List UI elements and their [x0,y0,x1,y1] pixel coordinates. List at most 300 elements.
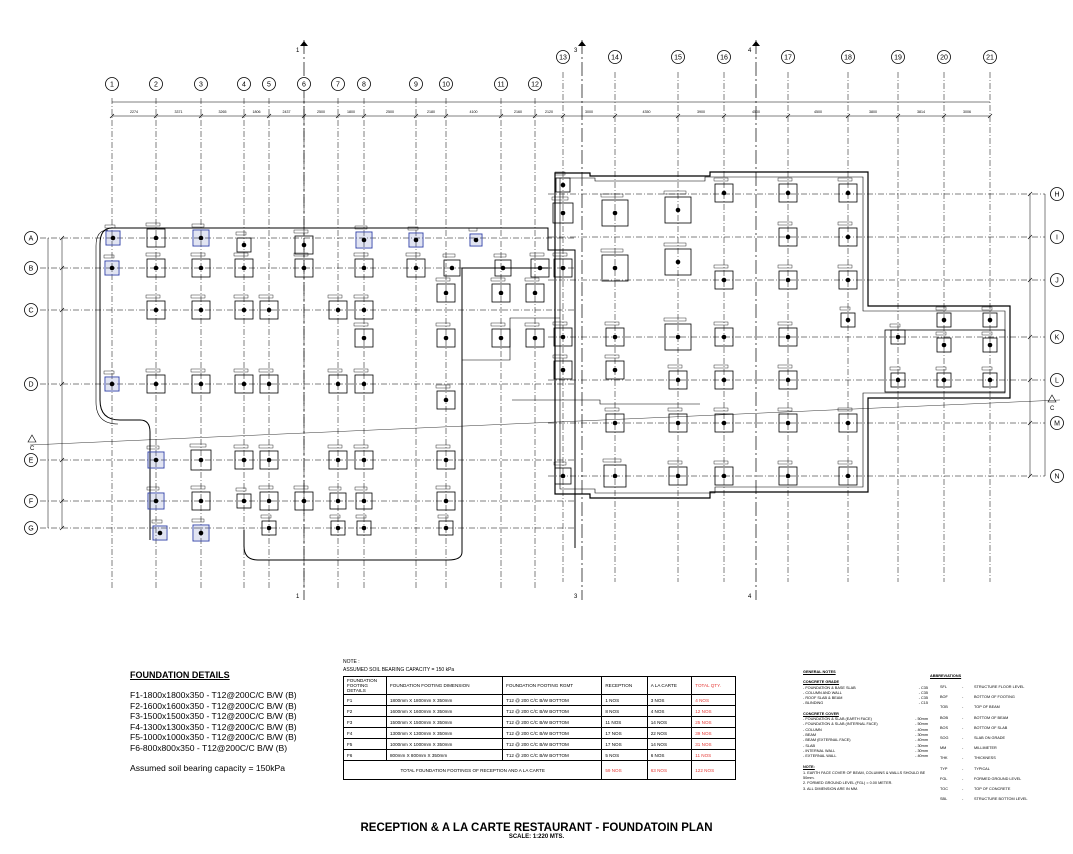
footing-tag [601,194,623,197]
abbr-value: TOP OF CONCRETE [974,787,1011,792]
soil-capacity-note: Assumed soil bearing capacity = 150kPa [130,763,286,773]
footing-tag [778,408,792,411]
footing-tag [438,515,448,518]
grid-bubble-label: E [28,457,34,465]
grid-bubble-label: 8 [362,81,366,89]
column-mark [942,318,947,323]
column-mark [786,335,791,340]
column-mark [362,458,367,463]
grid-bubble-label: F [28,498,34,506]
footing-tag [190,444,206,447]
column-mark [111,236,116,241]
column-mark [302,243,307,248]
grid-bubble-label: 13 [559,54,567,62]
note-item: 1. EARTH FACE COVER OF BEAM, COLUMNS & WALLS SHOULD BE 50mm. [803,770,926,781]
footing-tag [328,445,342,448]
footing-tag [294,253,308,256]
table-header-row [344,677,736,695]
column-mark [561,183,566,188]
footing-tag [191,486,205,489]
note-text: ASSUMED SOIL BEARING CAPACITY = 150 kPa [343,667,455,673]
column-mark [154,499,159,504]
dimension-value: 2120 [545,110,553,114]
grid-bubble-label: 19 [894,54,902,62]
grid-bubble-label: 6 [302,81,306,89]
footing-tag [234,445,248,448]
header-rgmt: FOUNDATION FOOTING RGMT [503,677,602,695]
table-row [344,750,736,761]
cell-reception: 1 NOS [602,695,647,706]
grid-bubble-label: 7 [336,81,340,89]
footing-tag [294,486,308,489]
footing-tag [714,408,728,411]
abbr-value: SLAB ON GRADE [974,736,1006,741]
cell-total: 12 NOS [692,706,736,717]
footing-tag [234,253,248,256]
cover-item: - BEAM (EXTERNAL FACE) [803,738,851,743]
column-mark [786,421,791,426]
column-mark [613,266,618,271]
grid-bubble-label: 12 [531,81,539,89]
column-mark [722,191,727,196]
grid-lines [28,40,1060,600]
footing-tag [192,224,204,227]
footing-tag [778,222,792,225]
section-mark-label: 3 [574,48,578,54]
abbr-value: MILLIMETER [974,746,997,751]
cell-rgmt: T12 @ 200 C/C B/W BOTTOM [503,728,602,739]
footing-tag [436,323,450,326]
grid-bubble-label: 15 [674,54,682,62]
column-mark [846,474,851,479]
cover-item: - FOUNDATION & SLAB (INTERNAL FACE) [803,722,878,727]
cover-item: - EXTERNAL WALL [803,754,837,759]
grid-bubble-label: M [1054,420,1060,428]
grid-bubble-label: L [1055,377,1059,385]
column-mark [444,336,449,341]
column-mark [336,382,341,387]
foundation-detail-f2: F2-1600x1600x350 - T12@200C/C B/W (B) [130,700,297,711]
abbr-key: FGL [940,776,948,781]
footing-tag [192,519,204,522]
cell-rgmt: T12 @ 200 C/C B/W BOTTOM [503,739,602,750]
column-mark [242,266,247,271]
abbr-key: TYP [940,766,948,771]
header-total: TOTAL QTY. [692,677,736,695]
cell-reception: 17 NOS [602,739,647,750]
grid-bubble-label: 21 [986,54,994,62]
footing-tag [436,486,450,489]
footing-tag [443,254,455,257]
column-mark [533,291,538,296]
total-qty: 122 NOS [692,761,736,780]
cell-rgmt: T12 @ 200 C/C B/W BOTTOM [503,695,602,706]
column-mark [786,235,791,240]
cell-type: F5 [344,739,387,750]
grid-bubble-label: 20 [940,54,948,62]
column-mark [414,238,419,243]
column-mark [786,278,791,283]
abbr-row: SFL - STRUCTURE FLOOR LEVEL [930,682,1050,692]
column-mark [722,378,727,383]
column-mark [846,191,851,196]
cell-type: F3 [344,717,387,728]
cell-alacarte: 14 NOS [647,717,692,728]
grid-bubble-label: D [28,381,34,389]
cell-total: 11 NOS [692,750,736,761]
section-c-arrow [1048,395,1056,402]
footing-tag [436,385,450,388]
column-mark [613,335,618,340]
column-mark [533,336,538,341]
cover-value: - 40mm [915,727,928,732]
section-arrow [578,41,586,46]
column-mark [538,266,543,271]
grid-bubble-label: J [1055,277,1059,285]
footing-schedule-table [343,676,736,780]
column-mark [896,378,901,383]
dimension-value: 3800 [869,110,877,114]
footing-tag [525,323,539,326]
footing-tag [605,355,619,358]
footing-tag [491,278,505,281]
abbr-row: THK - THICKNESS [930,753,1050,763]
column-mark [676,474,681,479]
footing-tag [714,322,728,325]
column-mark [199,382,204,387]
section-c-line [30,400,1060,445]
cover-value: - 30mm [915,732,928,737]
grid-bubble-label: 11 [497,81,505,89]
footing-tag [436,278,450,281]
column-mark [267,499,272,504]
column-mark [846,278,851,283]
footing-tag [104,255,114,258]
grid-bubble-label: A [28,235,34,243]
cell-reception: 11 NOS [602,717,647,728]
footing-tag [714,265,728,268]
table-row [344,728,736,739]
column-mark [414,266,419,271]
footing-tag [191,253,205,256]
abbr-row: TYP - TYPICAL [930,764,1050,774]
cell-total: 4 NOS [692,695,736,706]
column-mark [942,343,947,348]
note-item: 3. ALL DIMENSION ARE IN MM. [803,786,859,791]
footing-tag [259,369,273,372]
dimension-value: 3900 [697,110,705,114]
dimension-value: 2274 [130,110,138,114]
grid-bubble-label: G [28,525,34,533]
foundation-detail-f6: F6-800x800x350 - T12@200C/C B/W (B) [130,742,288,753]
total-alacarte: 63 NOS [647,761,692,780]
foundation-detail-f5: F5-1000x1000x350 - T12@200C/C B/W (B) [130,732,297,742]
footing-tag [936,332,946,335]
grade-item: - BLINDING [803,701,824,706]
section-mark-label: 4 [748,594,752,600]
grid-bubble-label: 17 [784,54,792,62]
column-mark [302,499,307,504]
grid-bubble-label: H [1054,191,1060,199]
grid-bubble-label: K [1054,334,1060,342]
column-mark [110,266,115,271]
cell-total: 39 NOS [692,728,736,739]
column-mark [242,499,247,504]
column-mark [362,308,367,313]
cell-total: 31 NOS [692,739,736,750]
table-row [344,717,736,728]
column-mark [846,421,851,426]
building-outlines [96,172,1010,560]
column-mark [676,260,681,265]
grid-bubble-label: I [1056,234,1058,242]
footing-tag [603,459,621,462]
footing-tag [890,324,900,327]
table-row [344,706,736,717]
footing-tag [328,295,342,298]
grid-bubble-label: 5 [267,81,271,89]
abbr-row: TOB - TOP OF BEAM [930,702,1050,712]
footing-tag [714,178,728,181]
grade-value: - C15 [918,701,928,706]
column-mark [154,266,159,271]
column-mark [199,458,204,463]
column-mark [199,236,204,241]
column-mark [896,335,901,340]
dimension-value: 3814 [917,110,925,114]
section-c-arrow [28,435,36,442]
cell-type: F2 [344,706,387,717]
foundation-detail-f3: F3-1500x1500x350 - T12@200C/C B/W (B) [130,711,297,721]
column-mark [242,458,247,463]
column-mark [362,526,367,531]
cell-alacarte: 6 NOS [647,750,692,761]
footing-tag [236,488,246,491]
cover-item: - SLAB [803,743,816,748]
column-mark [846,235,851,240]
column-mark [242,243,247,248]
dimension-value: 2160 [514,110,522,114]
grade-value: - C35 [918,685,928,690]
abbr-row: TOC - TOP OF CONCRETE [930,784,1050,794]
column-mark [722,474,727,479]
abbreviations-title: ABBREVIATIONS [930,674,962,678]
column-mark [362,238,367,243]
abbr-key: THK [940,756,948,761]
dimension-value: 4100 [469,110,478,114]
column-mark [154,382,159,387]
column-mark [501,266,506,271]
abbr-key: TOB [940,705,948,710]
grid-bubble-label: 2 [154,81,158,89]
column-mark [444,398,449,403]
column-mark [786,191,791,196]
footing-tag [525,278,539,281]
footing-tag [714,461,728,464]
cover-item: - INTERNAL WALL [803,748,836,753]
column-mark [561,335,566,340]
abbr-row: SOG - SLAB ON GRADE [930,733,1050,743]
grid-bubble-label: N [1054,473,1060,481]
footing-tag [530,253,544,256]
footing-tag [234,369,248,372]
abbr-value: STRUCTURE FLOOR LEVEL [974,685,1025,689]
abbr-key: BOS [940,725,949,730]
footing-tag [668,408,682,411]
column-mark [561,211,566,216]
header-reception: RECEPTION [602,677,647,695]
section-mark-label: 4 [748,48,752,54]
table-note [343,658,454,674]
grid-bubble-label: C [28,307,34,315]
footing-tag [778,322,792,325]
abbr-key: BOB [940,715,949,720]
footing-tag [668,365,682,368]
footing-tag [104,371,114,374]
footing-tag [354,253,368,256]
total-label: TOTAL FOUNDATION FOOTINGS OF RECEPTION AND A LA CARTE [344,761,602,780]
footing-tag [982,307,992,310]
cell-reception: 8 NOS [602,706,647,717]
footing-tag [147,487,159,490]
abbreviations [930,670,1050,804]
column-mark [242,308,247,313]
footing-tag [778,365,792,368]
footing-tag [605,408,619,411]
column-mark [267,458,272,463]
foundation-detail-f4: F4-1300x1300x350 - T12@200C/C B/W (B) [130,721,297,732]
footing-tag [936,367,946,370]
column-mark [302,266,307,271]
cell-dimension: 1500mm X 1500mm X 350mm [387,717,503,728]
footing-tag [778,265,792,268]
column-mark [336,308,341,313]
column-mark [474,238,479,243]
column-mark [942,378,947,383]
column-mark [988,318,993,323]
reception-outline [100,228,575,560]
abbr-key: SFL [940,685,947,689]
footing-tag [354,445,368,448]
grade-item: - COLUMN AND WALL [803,690,842,695]
abbr-value: BOTTOM OF SLAB [974,725,1008,730]
column-mark [336,499,341,504]
grid-bubble-label: 18 [844,54,852,62]
cell-reception: 17 NOS [602,728,647,739]
footing-tag [664,191,686,194]
dimension-value: 4350 [642,110,651,114]
footing-tag [778,461,792,464]
cell-alacarte: 22 NOS [647,728,692,739]
dimension-value: 3006 [963,110,971,114]
footing-tag [355,487,367,490]
footing-tag [982,367,992,370]
footing-tag [714,365,728,368]
column-mark [786,378,791,383]
abbr-row: BOF - BOTTOM OF FOOTING [930,692,1050,702]
abbr-row: BOS - BOTTOM OF SLAB [930,723,1050,733]
column-mark [786,474,791,479]
footing-tag [146,295,160,298]
cover-value: - 50mm [915,722,928,727]
foundation-details-title: FOUNDATION DETAILS [130,670,230,680]
column-mark [613,474,618,479]
section-c-label: C [30,446,35,452]
footing-tag [838,265,852,268]
abbr-value: STRUCTURE BOTTOM LEVEL [974,797,1028,802]
header-dimension: FOUNDATION FOOTING DIMENSION [387,677,503,695]
dimension-value: 3371 [174,110,183,114]
abbr-value: TOP OF BEAM [974,705,1000,710]
cell-rgmt: T12 @ 200 C/C B/W BOTTOM [503,717,602,728]
dimension-strings [48,102,1045,530]
footing-tag [982,332,992,335]
abbr-value: THICKNESS [974,756,996,761]
table-row [344,739,736,750]
column-mark [676,208,681,213]
column-mark [110,382,115,387]
total-reception: 59 NOS [602,761,647,780]
abbr-key: SOG [940,736,949,741]
abbr-key: TOC [940,787,948,792]
footing-tag [259,445,273,448]
cover-item: - COLUMN [803,727,822,732]
cell-rgmt: T12 @ 200 C/C B/W BOTTOM [503,706,602,717]
column-mark [846,318,851,323]
abbr-value: TYPICAL [974,766,990,771]
column-mark [722,278,727,283]
footing-tag [778,178,792,181]
footing-tag [664,243,686,246]
cell-type: F6 [344,750,387,761]
drawing-scale: SCALE: 1:220 MTS. [508,834,565,840]
column-mark [267,308,272,313]
column-mark [561,266,566,271]
cover-value: - 50mm [915,717,928,722]
column-mark [267,526,272,531]
footing-tag [146,369,160,372]
cell-dimension: 1800mm X 1800mm X 350mm [387,695,503,706]
footing-tag [936,307,946,310]
note-label: NOTE : [343,659,360,665]
abbr-key: SBL [940,797,948,802]
section-c-label: C [1050,406,1055,412]
dimension-value: 4500 [752,110,760,114]
footing-tag [147,446,159,449]
abbr-key: BOF [940,695,948,700]
column-mark [444,291,449,296]
cell-total: 25 NOS [692,717,736,728]
footing-tag [261,515,271,518]
column-mark [267,382,272,387]
grid-bubble-label: 14 [611,54,619,62]
grid-bubble-label: 10 [442,81,450,89]
column-mark [336,458,341,463]
reception-outline-inner [96,230,118,424]
column-mark [676,335,681,340]
foundation-details [130,670,330,773]
dimension-value: 3265 [218,110,227,114]
footing-tag [494,254,506,257]
concrete-grade-title: CONCRETE GRADE [803,680,840,685]
column-mark [722,335,727,340]
footing-tag [436,445,450,448]
column-mark [676,421,681,426]
column-mark [199,308,204,313]
footing-tag [354,369,368,372]
cell-dimension: 800mm X 800mm X 350mm [387,750,503,761]
concrete-cover-title: CONCRETE COVER [803,711,839,716]
